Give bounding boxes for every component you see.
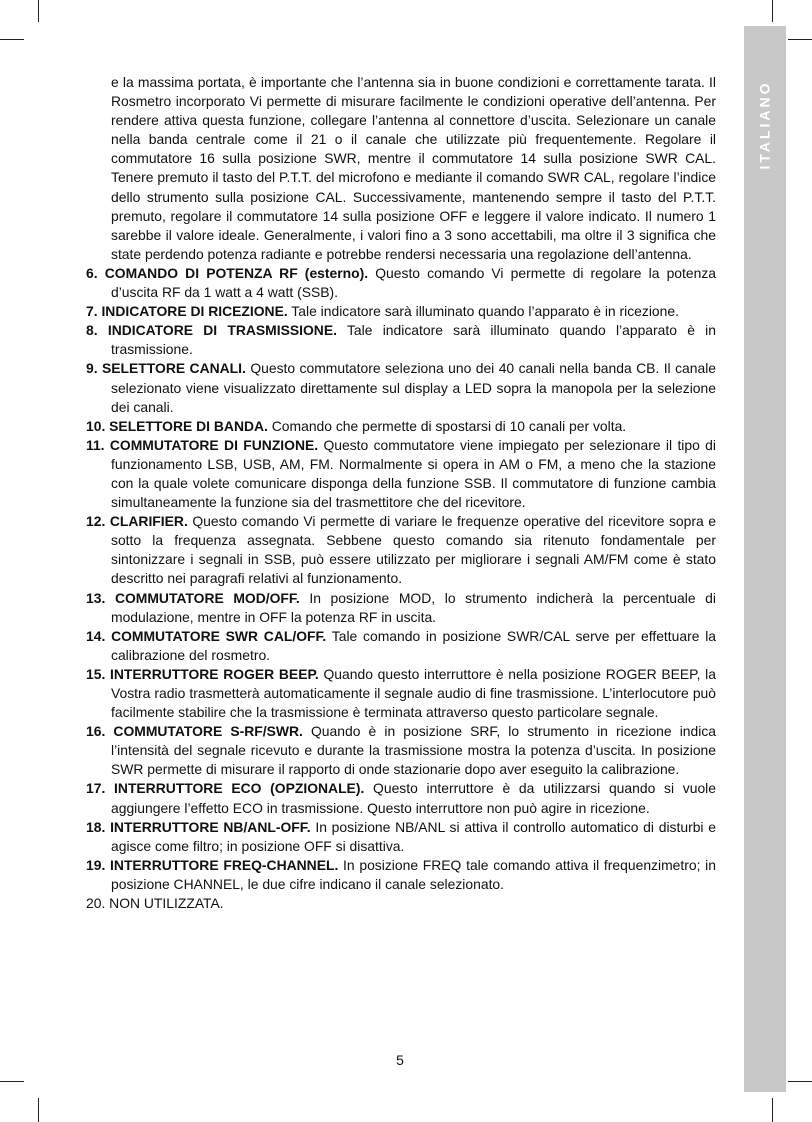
intro-paragraph: e la massima portata, è importante che l’antenna sia in buone condizioni e correttamente tarata. Il Rosmetro incorporato Vi permette di misurare facilmente le condizioni operative dell’antenna. Per rendere attiva questa funzione, collegare l’antenna al connettore d’uscita. Selezionare un canale nella banda centrale come il 21 o il canale che utilizzate più frequentemente. Regolare il commutatore 16 sulla posizione SWR, mentre il commutatore 14 sulla posizione SWR CAL. Tenere premuto il tasto del P.T.T. del microfono e mediante il comando SWR CAL, regolare l’indice dello strumento sulla posizione CAL. Successivamente, mantenendo sempre il tasto del P.T.T. premuto, regolare il commutatore 14 sulla posizione OFF e leggere il valore indicato. Il numero 1 sarebbe il valore ideale. Generalmente, i valori fino a 3 sono accettabili, ma oltre il 3 significa che state perdendo potenza radiante e potrebbe rendersi necessaria una regolazione dell’antenna. <box>111 74 716 262</box>
item-number: 14. <box>86 627 106 644</box>
item-text: Tale indicatore sarà illuminato quando l’apparato è in trasmissione. <box>111 322 716 358</box>
item-number: 16. <box>86 723 106 740</box>
crop-mark <box>788 39 812 40</box>
item-text: NON UTILIZZATA. <box>109 895 224 912</box>
item-text: Questo commutatore viene impiegato per selezionare il tipo di funzionamento LSB, USB, AM, FM. Normalmente si opera in AM o FM, a meno che la stazione con la quale volete comunicare disponga della funzione SSB. Il commutatore di funzione cambia simultaneamente la funzione sia del trasmettitore che del ricevitore. <box>111 436 716 511</box>
item-text: Comando che permette di spostarsi di 10 canali per volta. <box>267 417 627 434</box>
item-number: 9. <box>86 360 98 377</box>
control-item <box>86 894 716 913</box>
item-text: In posizione NB/ANL si attiva il controllo automatico di disturbi e agisce come filtro; in posizione OFF si disattiva. <box>111 818 716 854</box>
crop-mark <box>772 0 773 22</box>
item-title: INTERRUTTORE FREQ-CHANNEL. <box>110 856 339 873</box>
item-text: Tale indicatore sarà illuminato quando l’apparato è in ricezione. <box>287 303 679 320</box>
item-title: COMMUTATORE MOD/OFF. <box>114 589 300 606</box>
control-item <box>86 321 716 359</box>
item-text: Tale comando in posizione SWR/CAL serve per effettuare la calibrazione del rosmetro. <box>111 627 717 663</box>
item-title: COMMUTATORE SWR CAL/OFF. <box>111 627 327 644</box>
item-number: 6. <box>86 264 98 281</box>
item-text: In posizione FREQ tale comando attiva il frequenzimetro; in posizione CHANNEL, le due cifre indicano il canale selezionato. <box>111 856 716 892</box>
control-item <box>86 818 716 856</box>
crop-mark <box>38 1098 39 1122</box>
item-number: 17. <box>86 780 106 797</box>
item-title: INDICATORE DI RICEZIONE. <box>101 303 288 320</box>
item-number: 8. <box>86 322 98 339</box>
item-number: 19. <box>86 856 106 873</box>
manual-content <box>86 73 716 913</box>
language-side-label <box>744 60 786 190</box>
control-item <box>86 665 716 722</box>
item-title: COMANDO DI POTENZA RF (esterno). <box>104 264 369 281</box>
item-title: COMMUTATORE DI FUNZIONE. <box>109 436 319 453</box>
item-title: SELETTORE DI BANDA. <box>109 417 268 434</box>
crop-mark <box>38 0 39 22</box>
crop-mark <box>0 1081 24 1082</box>
item-text: Questo commutatore seleziona uno dei 40 canali nella banda CB. Il canale selezionato viene visualizzato direttamente sul display a LED sopra la manopola per la selezione dei canali. <box>111 360 717 415</box>
item-title: CLARIFIER. <box>109 513 188 530</box>
control-item <box>86 779 716 817</box>
item-title: SELETTORE CANALI. <box>102 360 246 377</box>
item-number: 11. <box>86 436 105 453</box>
item-number: 7. <box>86 303 98 320</box>
control-description-list <box>86 264 716 913</box>
item-title: COMMUTATORE S-RF/SWR. <box>113 723 303 740</box>
crop-mark <box>788 1081 812 1082</box>
item-text: Questo comando Vi permette di variare le frequenze operative del ricevitore sopra e sotto la frequenza assegnata. Sebbene questo comando sia ritenuto fondamentale per sintonizzare i segnali in SSB, può essere utilizzato per migliorare i segnali AM/FM come è stato descritto nei paragrafi relativi al funzionamento. <box>111 513 716 587</box>
item-number: 10. <box>86 417 106 434</box>
control-item <box>86 359 716 416</box>
item-title: INTERRUTTORE ROGER BEEP. <box>110 665 319 682</box>
control-item <box>86 417 716 436</box>
item-text: Questo comando Vi permette di regolare la potenza d’uscita RF da 1 watt a 4 watt (SSB). <box>111 264 716 301</box>
item-number: 20. <box>86 895 106 912</box>
item-number: 13. <box>86 589 106 606</box>
control-item <box>86 722 716 779</box>
item-number: 12. <box>86 513 106 530</box>
item-number: 15. <box>86 665 106 682</box>
control-item <box>86 856 716 894</box>
item-title: INDICATORE DI TRASMISSIONE. <box>107 322 337 339</box>
page-number: 5 <box>396 1052 404 1068</box>
control-item <box>86 589 716 627</box>
item-number: 18. <box>86 818 106 835</box>
crop-mark <box>772 1098 773 1122</box>
item-text: Quando è in posizione SRF, lo strumento in ricezione indica l’intensità del segnale ricevuto e durante la trasmissione mostra la potenza d’uscita. In posizione SWR permette di misurare il rapporto di onde stazionarie dopo aver eseguito la calibrazione. <box>111 723 716 778</box>
item-text: In posizione MOD, lo strumento indicherà la percentuale di modulazione, mentre in OFF la potenza RF in uscita. <box>111 589 716 625</box>
language-label: ITALIANO <box>757 80 774 170</box>
crop-mark <box>0 39 24 40</box>
control-item <box>86 627 716 665</box>
control-item <box>86 512 716 588</box>
control-item <box>86 302 716 321</box>
item-title: INTERRUTTORE NB/ANL-OFF. <box>110 818 311 835</box>
control-item <box>86 264 716 302</box>
control-item <box>86 436 716 512</box>
item-title: INTERRUTTORE ECO (OPZIONALE). <box>114 780 365 797</box>
item-text: Questo interruttore è da utilizzarsi quando si vuole aggiungere l’effetto ECO in trasmissione. Questo interruttore non può agire in ricezione. <box>111 780 716 816</box>
item-text: Quando questo interruttore è nella posizione ROGER BEEP, la Vostra radio trasmetterà automaticamente il segnale audio di fine trasmissione. L’interlocutore può facilmente stabilire che la trasmissione è terminata attraverso questo particolare segnale. <box>111 665 716 721</box>
